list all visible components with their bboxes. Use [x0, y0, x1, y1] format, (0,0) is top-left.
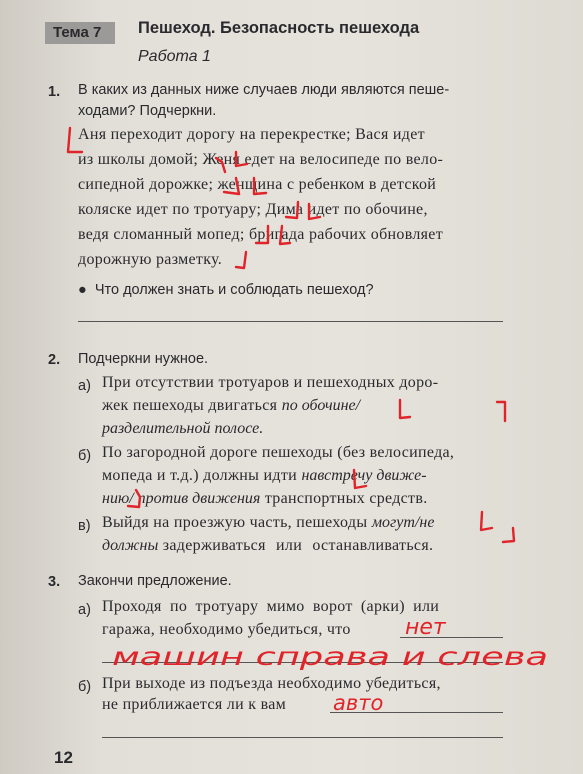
q3b-answer-line-1[interactable] — [330, 712, 503, 713]
q2b-line-3-text: транспортных средств. — [264, 490, 428, 507]
q3b-label: б) — [78, 679, 92, 695]
q2a-label: а) — [78, 378, 91, 394]
page-title: Пешеход. Безопасность пешехода — [138, 19, 420, 37]
q1-passage-line-3: сипедной дорожке; женщина с ребенком в детской — [78, 176, 437, 193]
q2-number: 2. — [48, 352, 61, 368]
q1-bullet-question — [78, 280, 374, 301]
q3-number: 3. — [48, 574, 61, 590]
q3a-answer-line-2[interactable] — [102, 662, 503, 663]
handwritten-answer-3a-2: машин справа и слева — [112, 642, 548, 671]
q1-number: 1. — [48, 84, 61, 100]
q2-prompt: Подчеркни нужное. — [78, 351, 209, 367]
topic-badge: Тема 7 — [45, 22, 115, 44]
q2b-line-2 — [102, 467, 427, 485]
q1-answer-line[interactable] — [78, 321, 503, 322]
q1-prompt-line-2: ходами? Подчеркни. — [78, 103, 217, 119]
pen-bracket-16 — [503, 528, 514, 542]
bullet-icon: ● — [78, 282, 95, 298]
q3b-line-2: не приближается ли к вам — [102, 696, 287, 713]
q2b-option-toward[interactable]: навстречу движе- — [301, 467, 427, 484]
q3a-answer-line-1[interactable] — [400, 637, 503, 638]
handwritten-answer-3a-1: нет — [405, 615, 446, 640]
q2c-option-may[interactable]: могут/не — [371, 514, 435, 531]
q1-passage-line-2: из школы домой; Женя едет на велосипеде по вело- — [78, 151, 444, 168]
q2b-line-3 — [102, 490, 428, 508]
pen-bracket-12 — [497, 402, 505, 421]
q2a-option-shoulder[interactable]: по обочине/ — [281, 397, 361, 414]
q1-passage-line-1: Аня переходит дорогу на перекрестке; Вася идет — [78, 126, 425, 143]
q2a-line-1: При отсутствии тротуаров и пешеходных доро- — [102, 374, 439, 391]
q3a-line-2: гаража, необходимо убедиться, что — [102, 621, 351, 638]
q2b-line-2-text: мопеда и т.д.) должны идти — [102, 467, 297, 484]
q2a-line-2-text: жек пешеходы двигаться — [102, 397, 278, 414]
bullet-question-text: Что должен знать и соблюдать пешеход? — [94, 282, 374, 298]
pen-bracket-15 — [481, 512, 492, 530]
work-label: Работа 1 — [138, 48, 211, 65]
q2c-line-2 — [102, 537, 433, 555]
q2c-line-1 — [102, 514, 434, 532]
q1-passage-line-4: коляске идет по тротуару; Дима идет по обочине, — [78, 201, 428, 218]
q1-prompt-line-1: В каких из данных ниже случаев люди являются пеше- — [78, 82, 450, 98]
q2c-label: в) — [78, 518, 91, 534]
pen-bracket-10 — [236, 252, 246, 268]
q2c-line-1-text: Выйдя на проезжую часть, пешеходы — [102, 514, 368, 531]
q2b-option-against[interactable]: нию/ против движения — [102, 490, 261, 507]
q1-passage-line-5: ведя сломанный мопед; бригада рабочих обновляет — [78, 226, 443, 243]
q2c-line-2-text: задерживаться или останавливаться. — [162, 537, 434, 554]
q2b-label: б) — [78, 448, 92, 464]
q3a-line-1: Проходя по тротуару мимо ворот (арки) или — [102, 598, 440, 615]
q3b-line-1: При выходе из подъезда необходимо убедиться, — [102, 675, 441, 692]
handwritten-answer-3b: авто — [333, 691, 384, 715]
q1-passage-line-6: дорожную разметку. — [78, 251, 223, 268]
q2c-option-must-not[interactable]: должны — [102, 537, 159, 554]
q2b-line-1: По загородной дороге пешеходы (без велосипеда, — [102, 444, 455, 461]
q2a-line-2 — [102, 397, 360, 415]
pen-bracket-11 — [400, 400, 410, 418]
q3b-answer-line-2[interactable] — [102, 737, 503, 738]
q3-prompt: Закончи предложение. — [78, 573, 232, 589]
q2a-option-median[interactable]: разделительной полосе. — [102, 420, 264, 437]
q3a-label: а) — [78, 602, 91, 618]
page-number: 12 — [54, 748, 73, 767]
